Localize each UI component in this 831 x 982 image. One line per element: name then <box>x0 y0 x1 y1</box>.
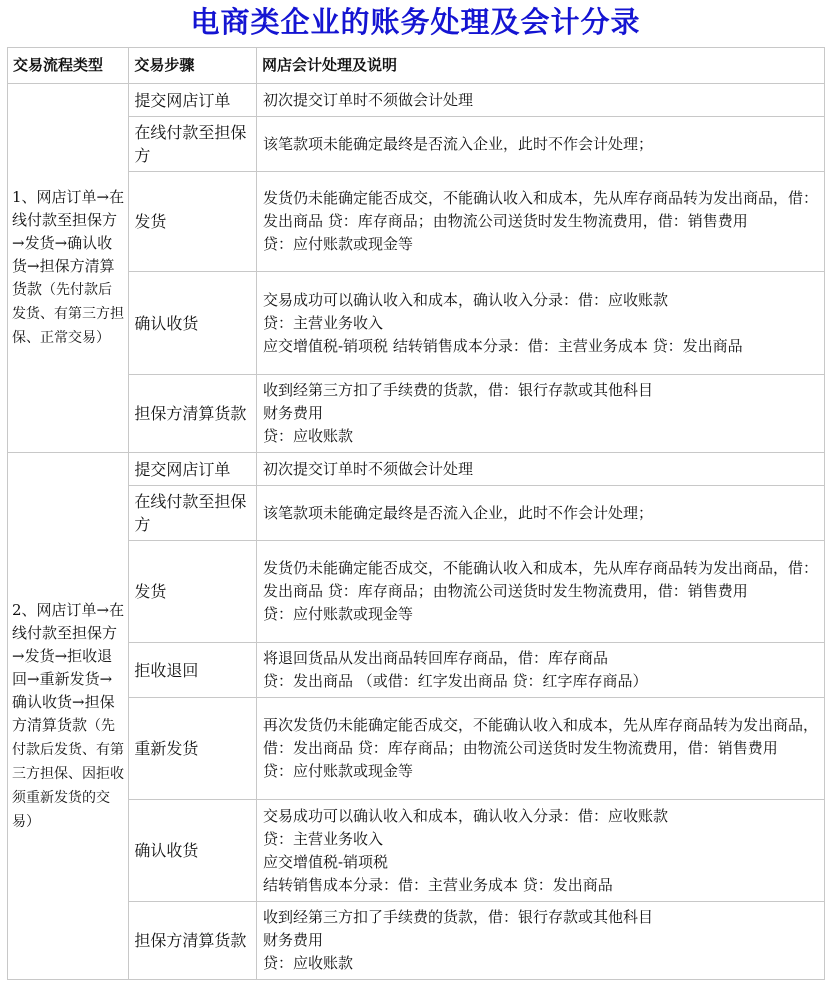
header-flow-type: 交易流程类型 <box>8 48 129 84</box>
table-row <box>8 84 825 117</box>
description-cell: 该笔款项未能确定最终是否流入企业，此时不作会计处理； <box>256 117 824 172</box>
step-cell: 发货 <box>129 172 257 272</box>
table-row <box>8 375 825 453</box>
description-cell: 再次发货仍未能确定能否成交，不能确认收入和成本，先从库存商品转为发出商品，借：发出商品 贷：库存商品；由物流公司送货时发生物流费用，借：销售费用 贷：应付账款或现金等 <box>256 698 824 800</box>
description-cell: 收到经第三方扣了手续费的货款，借：银行存款或其他科目 财务费用 贷：应收账款 <box>256 375 824 453</box>
table-row <box>8 486 825 541</box>
step-cell: 在线付款至担保方 <box>129 117 257 172</box>
description-cell: 发货仍未能确定能否成交，不能确认收入和成本，先从库存商品转为发出商品，借：发出商品 贷：库存商品；由物流公司送货时发生物流费用，借：销售费用 贷：应付账款或现金等 <box>256 541 824 643</box>
description-cell: 收到经第三方扣了手续费的货款，借：银行存款或其他科目 财务费用 贷：应收账款 <box>256 902 824 980</box>
flow-type-main: 2、网店订单→在线付款至担保方→发货→拒收退回→重新发货→确认收货→担保方清算货款 <box>12 600 125 734</box>
table-row <box>8 172 825 272</box>
step-cell: 担保方清算货款 <box>129 375 257 453</box>
table-row <box>8 643 825 698</box>
step-cell: 拒收退回 <box>129 643 257 698</box>
header-description: 网店会计处理及说明 <box>256 48 824 84</box>
description-cell: 交易成功可以确认收入和成本，确认收入分录：借：应收账款 贷：主营业务收入 应交增值税-销项税 结转销售成本分录：借：主营业务成本 贷：发出商品 <box>256 800 824 902</box>
flow-type-cell <box>8 84 129 453</box>
flow-type-main: 1、网店订单→在线付款至担保方→发货→确认收货→担保方清算货款 <box>12 188 125 298</box>
step-cell: 提交网店订单 <box>129 84 257 117</box>
table-row <box>8 902 825 980</box>
table-row <box>8 541 825 643</box>
table-row <box>8 272 825 375</box>
page-title: 电商类企业的账务处理及会计分录 <box>190 5 641 39</box>
description-cell: 发货仍未能确定能否成交，不能确认收入和成本，先从库存商品转为发出商品，借：发出商品 贷：库存商品；由物流公司送货时发生物流费用，借：销售费用 贷：应付账款或现金等 <box>256 172 824 272</box>
flow-type-note: （先付款后发货、有第三方担保、因拒收须重新发货的交易） <box>12 717 124 830</box>
table-row <box>8 698 825 800</box>
description-cell: 初次提交订单时不须做会计处理 <box>256 84 824 117</box>
step-cell: 担保方清算货款 <box>129 902 257 980</box>
step-cell: 确认收货 <box>129 800 257 902</box>
header-step: 交易步骤 <box>129 48 257 84</box>
description-cell: 该笔款项未能确定最终是否流入企业，此时不作会计处理； <box>256 486 824 541</box>
flow-type-note: （先付款后发货、有第三方担保、正常交易） <box>12 282 124 346</box>
description-cell: 将退回货品从发出商品转回库存商品，借：库存商品 贷：发出商品 （或借：红字发出商品 贷：红字库存商品） <box>256 643 824 698</box>
table-row <box>8 453 825 486</box>
accounting-table <box>7 47 825 980</box>
table-row <box>8 800 825 902</box>
step-cell: 重新发货 <box>129 698 257 800</box>
step-cell: 提交网店订单 <box>129 453 257 486</box>
flow-type-cell <box>8 453 129 980</box>
table-header-row <box>8 48 825 84</box>
description-cell: 交易成功可以确认收入和成本，确认收入分录：借：应收账款 贷：主营业务收入 应交增值税-销项税 结转销售成本分录：借：主营业务成本 贷：发出商品 <box>256 272 824 375</box>
step-cell: 确认收货 <box>129 272 257 375</box>
step-cell: 在线付款至担保方 <box>129 486 257 541</box>
step-cell: 发货 <box>129 541 257 643</box>
table-row <box>8 117 825 172</box>
description-cell: 初次提交订单时不须做会计处理 <box>256 453 824 486</box>
